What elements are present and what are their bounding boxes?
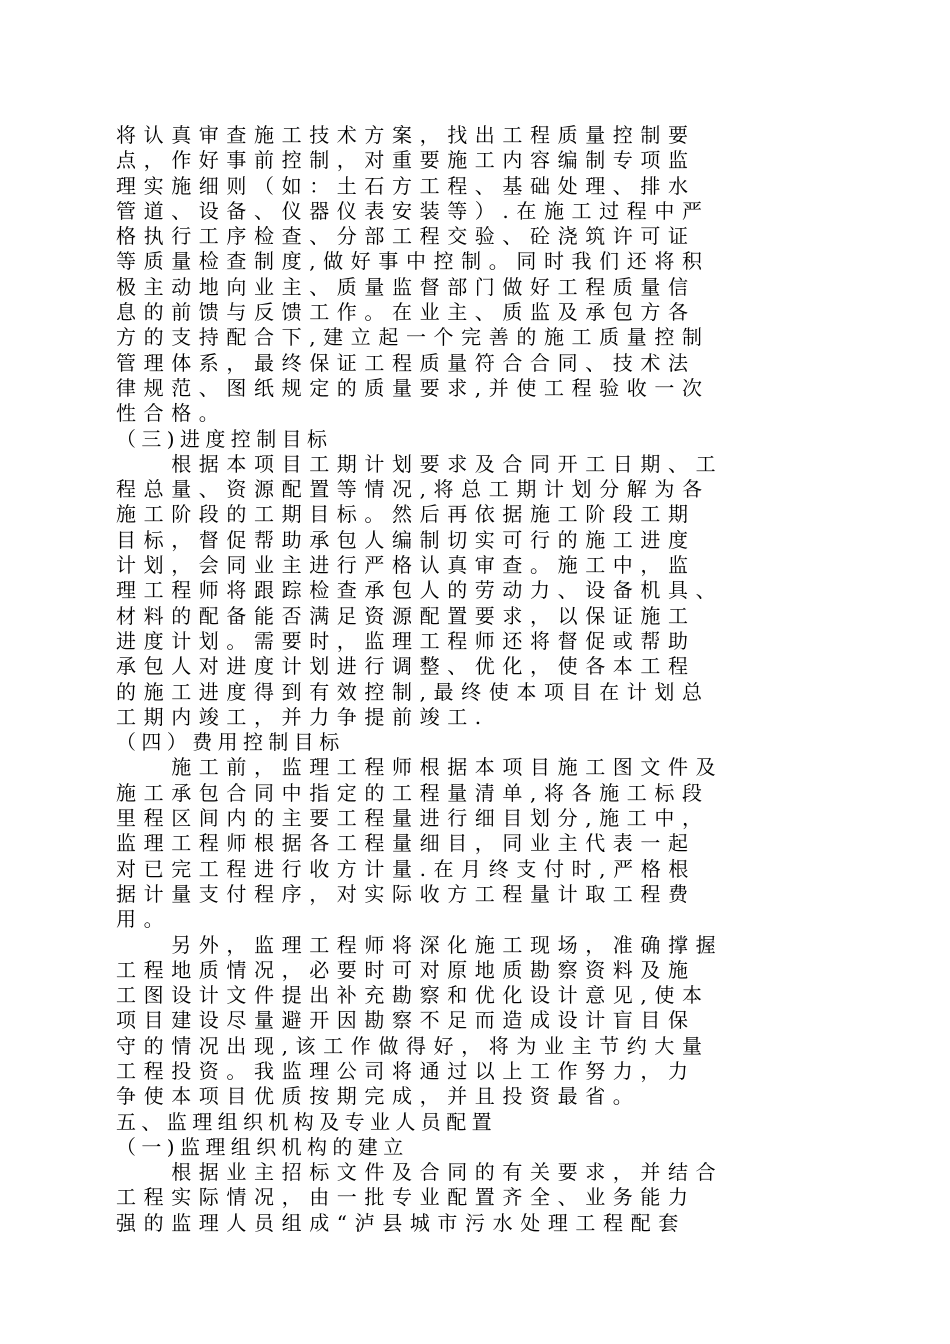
- text-line: 极主动地向业主、质量监督部门做好工程质量信: [116, 274, 696, 299]
- text-line: 工图设计文件提出补充勘察和优化设计意见,使本: [116, 983, 710, 1008]
- text-line: 施工阶段的工期目标。然后再依据施工阶段工期: [116, 502, 696, 527]
- text-line: 律规范、图纸规定的质量要求,并使工程验收一次: [116, 375, 710, 400]
- text-line: 理实施细则（如：土石方工程、基础处理、排水: [116, 173, 696, 198]
- text-line: 性合格。: [116, 401, 227, 426]
- section-heading-progress-control: （三)进度控制目标: [116, 426, 333, 451]
- text-line: 管道、设备、仪器仪表安装等）.在施工过程中严: [116, 198, 710, 223]
- text-line: 工程投资。我监理公司将通过以上工作努力，力: [116, 1058, 696, 1083]
- text-line: 施工前，监理工程师根据本项目施工图文件及: [116, 755, 724, 780]
- section-heading-organization-setup: （一)监理组织机构的建立: [116, 1134, 409, 1159]
- text-line: 等质量检查制度,做好事中控制。同时我们还将积: [116, 249, 710, 274]
- text-line: 工程地质情况，必要时可对原地质勘察资料及施: [116, 957, 696, 982]
- text-line: 目标，督促帮助承包人编制切实可行的施工进度: [116, 527, 696, 552]
- text-line: 格执行工序检查、分部工程交验、砼浇筑许可证: [116, 224, 696, 249]
- text-line: 程总量、资源配置等情况,将总工期计划分解为各: [116, 477, 710, 502]
- text-line: 工程实际情况，由一批专业配置齐全、业务能力: [116, 1185, 696, 1210]
- text-line: 管理体系，最终保证工程质量符合合同、技术法: [116, 350, 696, 375]
- text-line: 守的情况出现,该工作做得好，将为业主节约大量: [116, 1033, 710, 1058]
- text-line: 材料的配备能否满足资源配置要求，以保证施工: [116, 603, 696, 628]
- body-text: [116, 123, 836, 1236]
- text-line: 息的前馈与反馈工作。在业主、质监及承包方各: [116, 300, 696, 325]
- text-line: 争使本项目优质按期完成，并且投资最省。: [116, 1084, 641, 1109]
- chapter-heading-organization: 五、监理组织机构及专业人员配置: [116, 1109, 497, 1134]
- text-line: 将认真审查施工技术方案，找出工程质量控制要: [116, 123, 696, 147]
- text-line: 工期内竣工，并力争提前竣工.: [116, 704, 489, 729]
- text-line: 项目建设尽量避开因勘察不足而造成设计盲目保: [116, 1008, 696, 1033]
- text-line: 计划，会同业主进行严格认真审查。施工中，监: [116, 553, 696, 578]
- text-line: 承包人对进度计划进行调整、优化，使各本工程: [116, 654, 696, 679]
- text-line: 理工程师将跟踪检查承包人的劳动力、设备机具、: [116, 578, 724, 603]
- section-heading-cost-control: （四）费用控制目标: [116, 730, 345, 755]
- text-line: 根据本项目工期计划要求及合同开工日期、工: [116, 451, 724, 476]
- text-line: 点，作好事前控制，对重要施工内容编制专项监: [116, 148, 696, 173]
- text-line: 方的支持配合下,建立起一个完善的施工质量控制: [116, 325, 710, 350]
- text-line: 进度计划。需要时，监理工程师还将督促或帮助: [116, 628, 696, 653]
- text-line: 监理工程师根据各工程量细目，同业主代表一起: [116, 831, 696, 856]
- text-line: 强的监理人员组成“泸县城市污水处理工程配套: [116, 1210, 686, 1235]
- text-line: 施工承包合同中指定的工程量清单,将各施工标段: [116, 780, 710, 805]
- text-line: 对已完工程进行收方计量.在月终支付时,严格根: [116, 856, 696, 881]
- text-line: 另外，监理工程师将深化施工现场，准确撑握: [116, 932, 724, 957]
- text-line: 根据业主招标文件及合同的有关要求，并结合: [116, 1160, 724, 1185]
- text-line: 的施工进度得到有效控制,最终使本项目在计划总: [116, 679, 710, 704]
- text-line: 用。: [116, 907, 172, 932]
- text-line: 据计量支付程序，对实际收方工程量计取工程费: [116, 881, 696, 906]
- text-line: 里程区间内的主要工程量进行细目划分,施工中，: [116, 806, 710, 831]
